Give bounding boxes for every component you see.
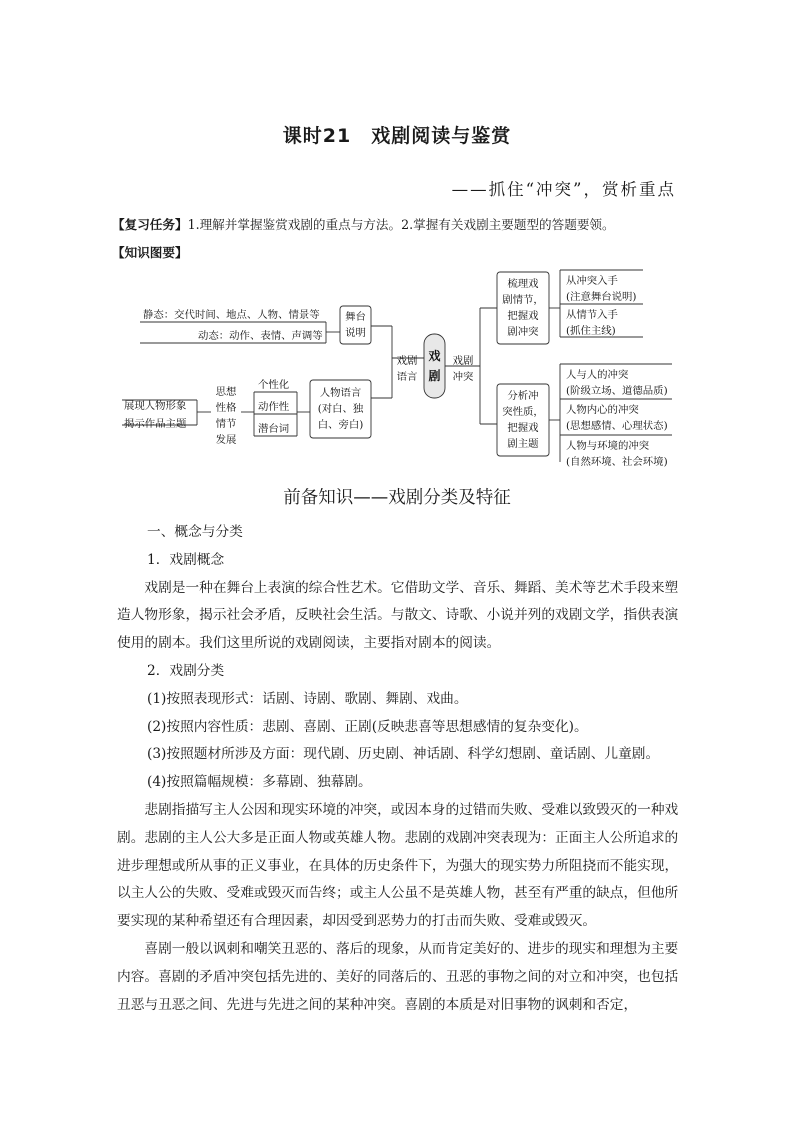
class-item-form: (1)按照表现形式：话剧、诗剧、歌剧、舞剧、戏曲。 <box>147 690 468 707</box>
knowledge-map-tag: 【知识图要】 <box>112 245 188 260</box>
knowledge-map-line <box>112 242 188 261</box>
review-task-line <box>112 214 615 233</box>
class-item-content: (2)按照内容性质：悲剧、喜剧、正剧(反映悲喜等思想感情的复杂变化)。 <box>147 718 588 735</box>
review-task-text: 1.理解并掌握鉴赏戏剧的重点与方法。2.掌握有关戏剧主要题型的答题要领。 <box>187 217 615 232</box>
right-item-environment: 人物与环境的冲突 <box>566 440 650 452</box>
lesson-title: 课时21 戏剧阅读与鉴赏 <box>282 125 512 147</box>
heading-drama-concept: 1．戏剧概念 <box>147 551 225 568</box>
right-item-inner-note: (思想感情、心理状态) <box>566 420 668 432</box>
paragraph-drama-concept: 戏剧是一种在舞台上表演的综合性艺术。它借助文学、音乐、舞蹈、美术等艺术手段来塑造人物形象，揭示社会矛盾，反映社会生活。与散文、诗歌、小说并列的戏剧文学，指供表演使用的剧本。我们这里所说的戏剧阅读，主要指对剧本的阅读。 <box>117 579 679 652</box>
paragraph-tragedy: 悲剧指描写主人公因和现实环境的冲突，或因本身的过错而失败、受难以致毁灭的一种戏剧。悲剧的主人公大多是正面人物或英雄人物。悲剧的戏剧冲突表现为：正面主人公所追求的进步理想或所从事的正义事业，在具体的历史条件下，为强大的现实势力所阻挠而不能实现，以主人公的失败、受难或毁灭而告终；或主人公虽不是英雄人物，甚至有严重的缺点，但他所要实现的某种希望还有合理因素，却因受到恶势力的打击而失败、受难或毁灭。 <box>117 801 679 930</box>
right-item-inner: 人物内心的冲突 <box>566 404 639 416</box>
body-text <box>117 519 680 1019</box>
reveal-theme-label: 揭示作品主题 <box>124 418 187 430</box>
heading-drama-classification: 2．戏剧分类 <box>147 662 225 679</box>
right-item-conflict: 从冲突入手 <box>566 275 618 287</box>
right-item-environment-note: (自然环境、社会环境) <box>566 456 668 468</box>
class-item-scale: (4)按照篇幅规模：多幕剧、独幕剧。 <box>147 774 372 791</box>
character-language-box: 人物语言 (对白、独 白、旁白) <box>317 387 364 431</box>
trait-subtext: 潜台词 <box>258 423 290 435</box>
right-item-person-person-note: (阶级立场、道德品质) <box>566 385 668 397</box>
lesson-subtitle: ——抓住“冲突”，赏析重点 <box>451 180 676 199</box>
section-title: 前备知识——戏剧分类及特征 <box>283 488 511 508</box>
class-item-subject: (3)按照题材所涉及方面：现代剧、历史剧、神话剧、科学幻想剧、童话剧、儿童剧。 <box>147 746 660 763</box>
drama-core-node: 戏 剧 <box>428 349 441 383</box>
analyze-conflict-box: 分析冲 突性质， 把握戏 剧主题 <box>502 390 544 450</box>
drama-conflict-label: 戏剧 冲突 <box>452 355 474 383</box>
knowledge-map-diagram <box>0 262 794 468</box>
dynamic-label: 动态：动作、表情、声调等 <box>198 330 323 342</box>
right-item-plot-note: (抓住主线) <box>566 325 616 337</box>
drama-language-label: 戏剧 语言 <box>396 355 418 383</box>
vertical-labels: 思想 性格 情节 发展 <box>215 386 237 446</box>
sort-plot-box: 梳理戏 剧情节， 把握戏 剧冲突 <box>502 278 544 338</box>
trait-action: 动作性 <box>258 401 290 413</box>
heading-concept-classification: 一、概念与分类 <box>147 524 243 540</box>
stage-notes-box: 舞台 说明 <box>345 311 366 339</box>
show-character-label: 展现人物形象 <box>124 400 187 412</box>
right-item-conflict-note: (注意舞台说明) <box>566 291 637 303</box>
right-item-person-person: 人与人的冲突 <box>566 369 629 381</box>
review-task-tag: 【复习任务】 <box>112 217 188 232</box>
paragraph-comedy: 喜剧一般以讽刺和嘲笑丑恶的、落后的现象，从而肯定美好的、进步的现实和理想为主要内容。喜剧的矛盾冲突包括先进的、美好的同落后的、丑恶的事物之间的对立和冲突，也包括丑恶与丑恶之间、先进与先进之间的某种冲突。喜剧的本质是对旧事物的讽刺和否定， <box>117 940 679 1013</box>
static-label: 静态：交代时间、地点、人物、情景等 <box>143 309 320 321</box>
trait-individualized: 个性化 <box>258 379 290 391</box>
right-item-plot: 从情节入手 <box>566 309 618 321</box>
